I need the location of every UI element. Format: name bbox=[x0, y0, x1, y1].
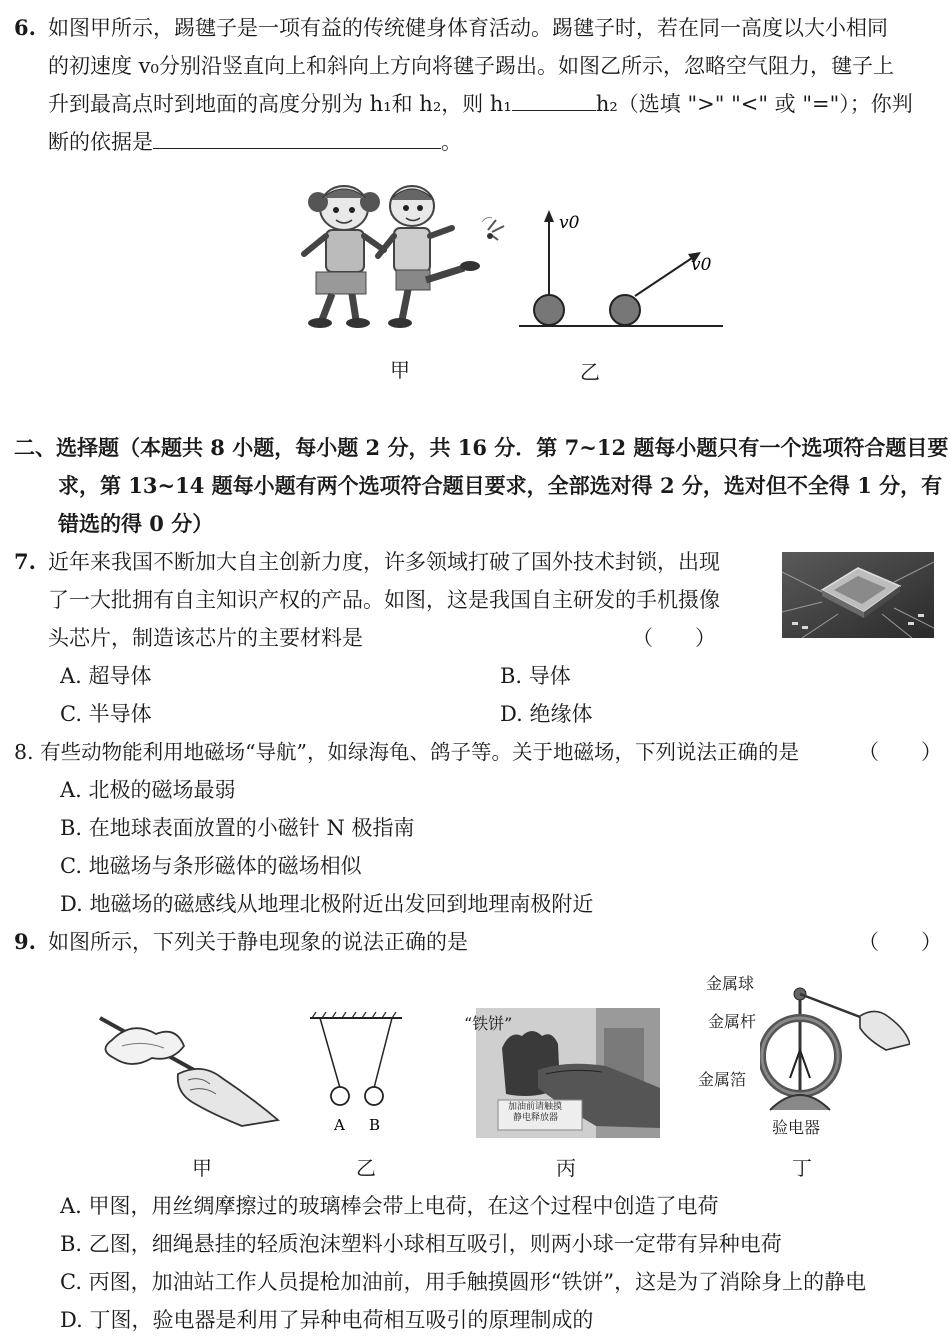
q9-option-b[interactable]: B. 乙图，细绳悬挂的轻质泡沫塑料小球相互吸引，则两小球一定带有异种电荷 bbox=[60, 1232, 782, 1256]
sign-text-1: 加油前请触摸 bbox=[508, 1102, 563, 1112]
electroscope-figure bbox=[760, 980, 910, 1120]
q7-option-a[interactable]: A. 超导体 bbox=[60, 664, 152, 688]
q7-option-c[interactable]: C. 半导体 bbox=[60, 702, 152, 726]
q9-caption-jia: 甲 bbox=[192, 1156, 212, 1180]
q7-line2: 了一大批拥有自主知识产权的产品。如图，这是我国自主研发的手机摄像 bbox=[48, 588, 720, 612]
q6-answer-blank-1[interactable] bbox=[512, 92, 596, 111]
q6-number: 6. bbox=[14, 15, 36, 40]
ball-left bbox=[534, 295, 564, 325]
q6-line3-a: 升到最高点时到地面的高度分别为 h₁和 h₂，则 h₁ bbox=[48, 92, 512, 116]
q7-line1: 近年来我国不断加大自主创新力度，许多领域打破了国外技术封锁，出现 bbox=[48, 550, 720, 574]
section2-header-line1: 二、选择题（本题共 8 小题，每小题 2 分，共 16 分．第 7~12 题每小题只有一个选项符合题目要 bbox=[14, 435, 949, 460]
q9-option-d[interactable]: D. 丁图，验电器是利用了异种电荷相互吸引的原理制成的 bbox=[60, 1308, 594, 1332]
ball-b bbox=[365, 1087, 383, 1105]
q8-option-c[interactable]: C. 地磁场与条形磁体的磁场相似 bbox=[60, 854, 362, 878]
ball-right bbox=[610, 295, 640, 325]
q9-caption-ding: 丁 bbox=[792, 1156, 812, 1180]
label-metal-ball: 金属球 bbox=[706, 974, 755, 993]
q9-option-c[interactable]: C. 丙图，加油站工作人员提枪加油前，用手触摸圆形“铁饼”，这是为了消除身上的静电 bbox=[60, 1270, 867, 1294]
velocity-diagram bbox=[515, 200, 730, 335]
q9-stem: 如图所示，下列关于静电现象的说法正确的是 bbox=[48, 930, 468, 954]
q8-option-a[interactable]: A. 北极的磁场最弱 bbox=[60, 778, 236, 802]
label-metal-rod: 金属杆 bbox=[708, 1012, 757, 1031]
q9-answer-paren[interactable]: （ ） bbox=[858, 930, 942, 954]
ball-b-label: B bbox=[369, 1116, 381, 1134]
q6-line4-end: 。 bbox=[441, 130, 462, 154]
sign-text-2: 静电释放器 bbox=[513, 1113, 559, 1123]
q6-line2: 的初速度 v₀分别沿竖直向上和斜向上方向将毽子踢出。如图乙所示，忽略空气阻力，毽子上 bbox=[48, 54, 894, 78]
section2-header-line2: 求，第 13~14 题每小题有两个选项符合题目要求，全部选对得 2 分，选对但不全得 1 分，有 bbox=[58, 473, 943, 498]
silk-rod-figure bbox=[92, 1010, 282, 1128]
q8-stem: 8. 有些动物能利用地磁场“导航”，如绿海龟、鸽子等。关于地磁场，下列说法正确的是 bbox=[14, 740, 800, 764]
tiebing-label: “铁饼” bbox=[464, 1014, 513, 1033]
q6-caption-jia: 甲 bbox=[390, 358, 410, 382]
hand-holding-rod bbox=[860, 1011, 910, 1050]
q9-caption-bing: 丙 bbox=[556, 1156, 576, 1180]
q9-option-a[interactable]: A. 甲图，用丝绸摩擦过的玻璃棒会带上电荷，在这个过程中创造了电荷 bbox=[60, 1194, 719, 1218]
q7-option-b[interactable]: B. 导体 bbox=[500, 664, 571, 688]
q6-line3 bbox=[48, 90, 913, 118]
q7-answer-paren[interactable]: （ ） bbox=[632, 626, 716, 650]
q7-option-d[interactable]: D. 绝缘体 bbox=[500, 702, 593, 726]
q6-line4-text: 断的依据是 bbox=[48, 130, 153, 154]
q9-number: 9. bbox=[14, 929, 36, 954]
label-electroscope: 验电器 bbox=[772, 1118, 821, 1137]
ball-a bbox=[331, 1087, 349, 1105]
q6-line1: 如图甲所示，踢毽子是一项有益的传统健身体育活动。踢毽子时，若在同一高度以大小相同 bbox=[48, 16, 888, 40]
hand-right bbox=[178, 1069, 278, 1126]
q8-option-b[interactable]: B. 在地球表面放置的小磁针 N 极指南 bbox=[60, 816, 415, 840]
q7-line3: 头芯片，制造该芯片的主要材料是 bbox=[48, 626, 363, 650]
v0-label-vertical: v0 bbox=[559, 213, 580, 233]
label-metal-foil: 金属箔 bbox=[698, 1070, 747, 1089]
oblique-arrow bbox=[635, 256, 695, 296]
q7-number: 7. bbox=[14, 549, 36, 574]
v0-label-oblique: v0 bbox=[691, 255, 712, 275]
kids-kicking-figure bbox=[292, 180, 522, 330]
q8-answer-paren[interactable]: （ ） bbox=[858, 740, 942, 764]
q6-line3-b: h₂（选填 ">" "<" 或 "="）；你判 bbox=[595, 92, 913, 116]
q9-caption-yi: 乙 bbox=[356, 1156, 376, 1180]
hanging-balls-figure bbox=[306, 1012, 406, 1134]
q8-option-d[interactable]: D. 地磁场的磁感线从地理北极附近出发回到地理南极附近 bbox=[60, 892, 594, 916]
section2-header-line3: 错选的得 0 分） bbox=[58, 511, 214, 536]
q6-line4 bbox=[48, 128, 462, 156]
ball-a-label: A bbox=[334, 1116, 345, 1134]
q6-answer-blank-2[interactable] bbox=[153, 130, 441, 149]
chip-image bbox=[782, 552, 934, 638]
q6-caption-yi: 乙 bbox=[580, 360, 600, 384]
